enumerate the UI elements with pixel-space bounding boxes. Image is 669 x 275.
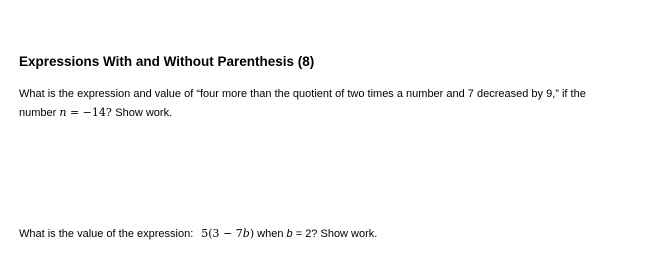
question-2-prefix: What is the value of the expression: bbox=[19, 228, 194, 240]
question-2-expression-close: ) bbox=[249, 227, 255, 240]
worksheet-title: Expressions With and Without Parenthesis (8) bbox=[19, 54, 315, 69]
question-1-line-1: What is the expression and value of “four more than the quotient of two times a number and 7 decreased by 9,” if the bbox=[19, 88, 586, 100]
question-2-suffix: Show work. bbox=[320, 228, 378, 240]
question-1-line-2 bbox=[19, 106, 172, 120]
question-2-when: when bbox=[254, 228, 287, 240]
question-2-variable: b bbox=[286, 228, 293, 240]
question-1-suffix: Show work. bbox=[115, 107, 173, 119]
question-2 bbox=[19, 227, 377, 241]
question-2-expression-variable: b bbox=[242, 227, 250, 240]
question-1-prefix: number bbox=[19, 107, 60, 119]
question-2-expression-main: 5(3 − 7 bbox=[201, 227, 243, 240]
question-1-variable: n bbox=[59, 106, 67, 119]
question-1-equation: = −14? bbox=[66, 106, 116, 119]
question-2-condition: = 2? bbox=[292, 228, 321, 240]
